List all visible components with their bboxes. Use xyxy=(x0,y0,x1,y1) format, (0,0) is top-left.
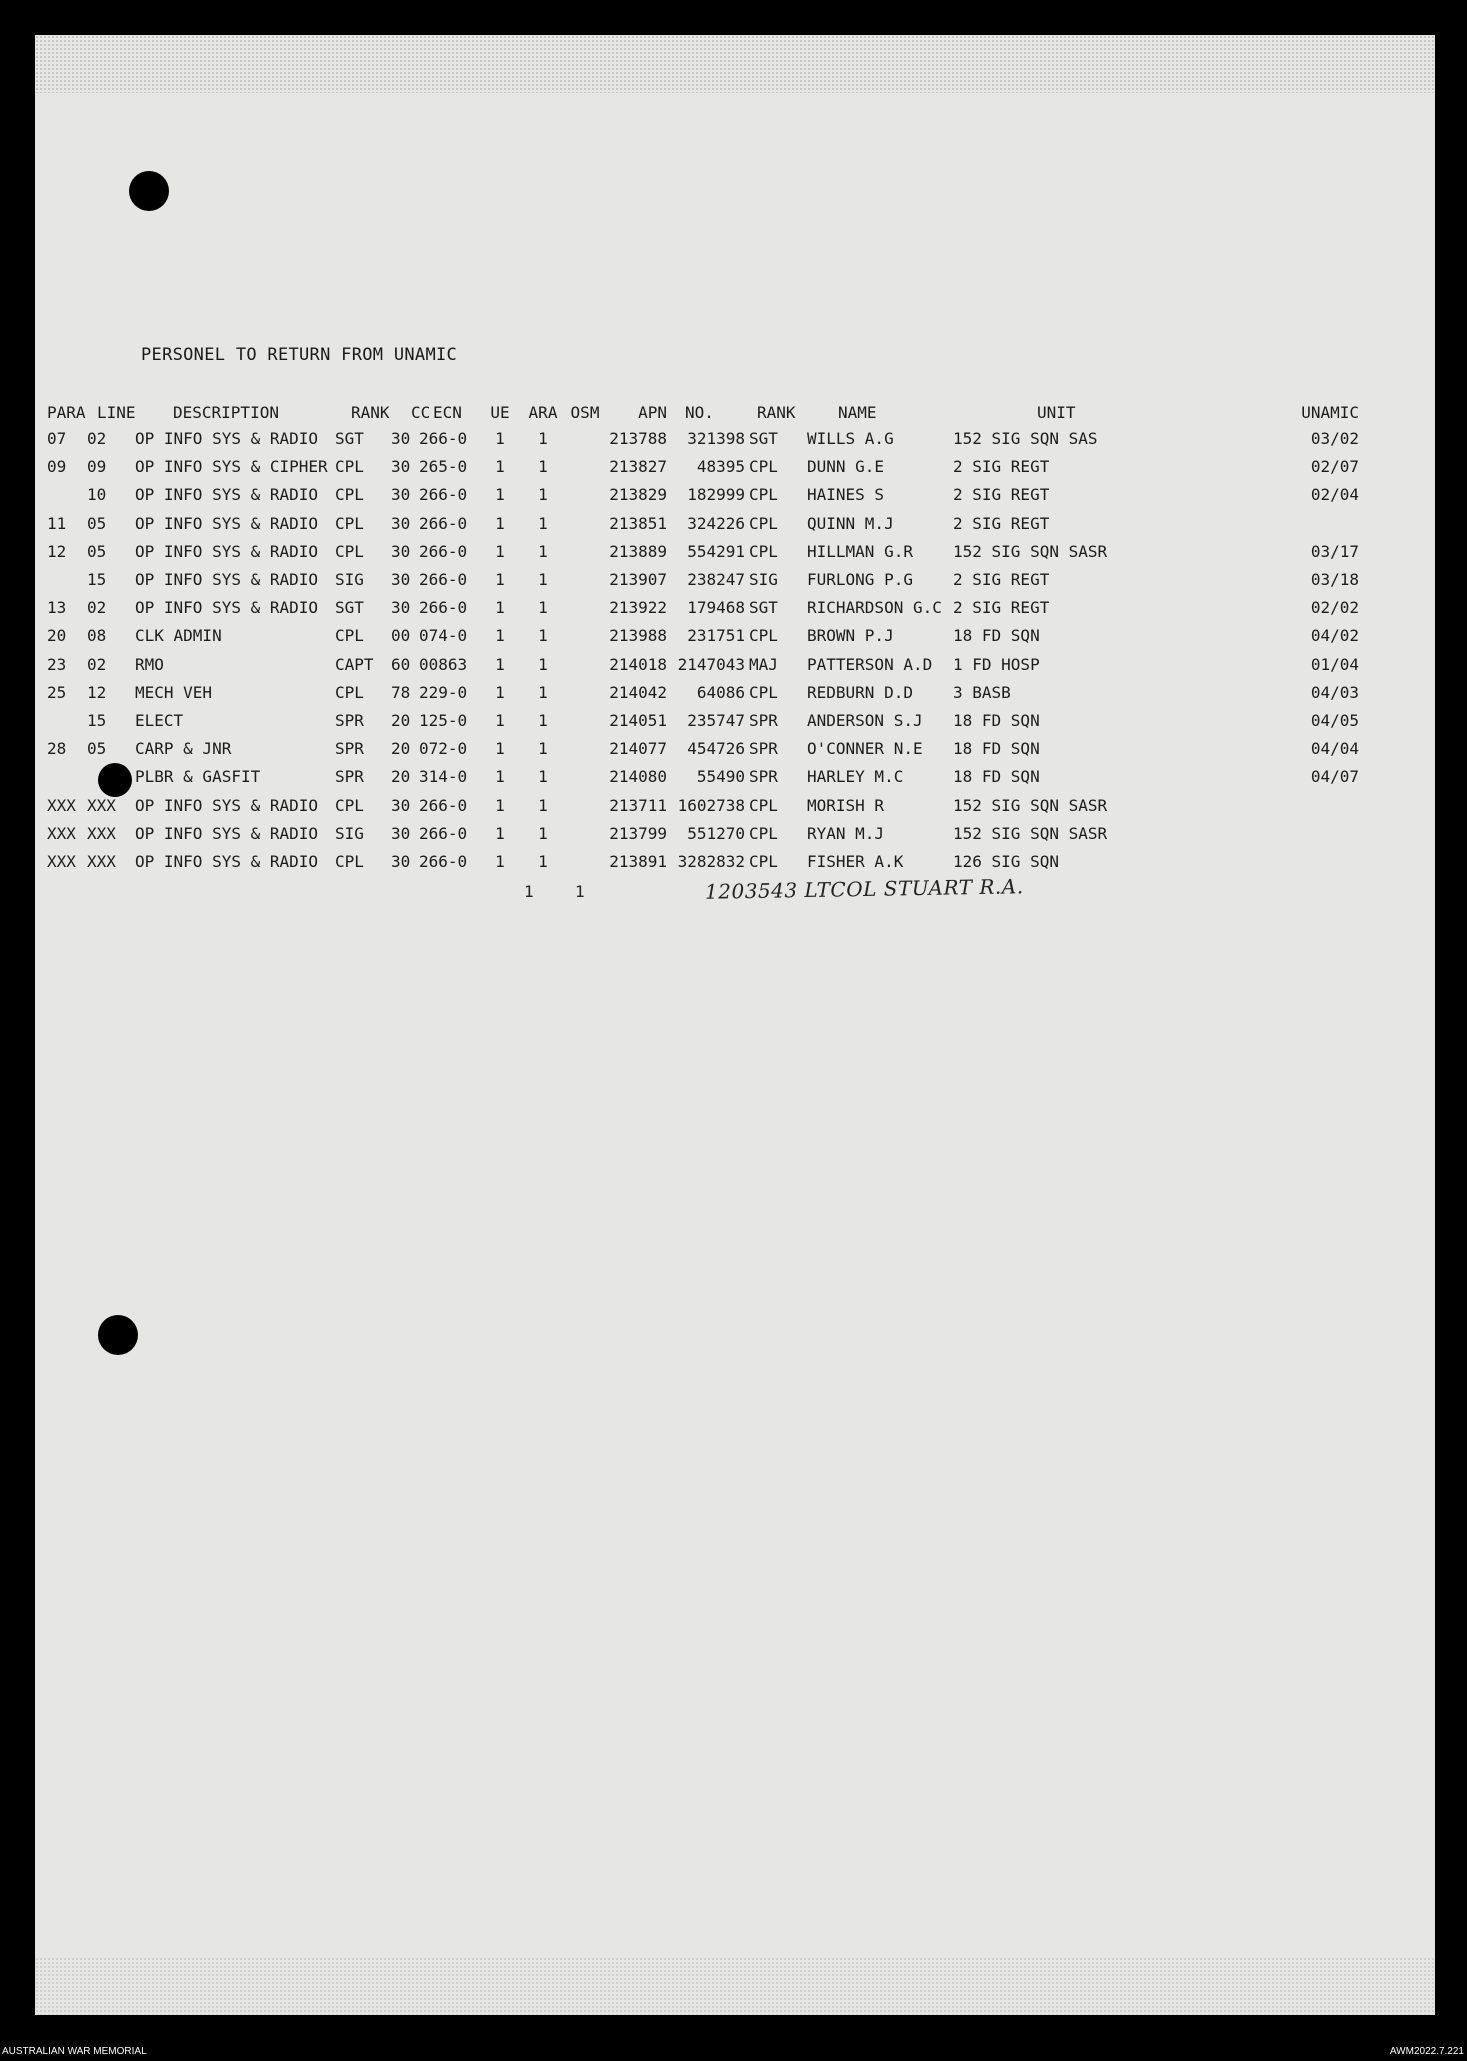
cell-line: XXX xyxy=(87,795,116,815)
cell-para: 25 xyxy=(47,682,67,702)
cell-unit: 1 FD HOSP xyxy=(953,654,1040,674)
cell-rank: CPL xyxy=(335,541,364,561)
cell-ara: 1 xyxy=(538,541,548,561)
cell-ue: 1 xyxy=(495,541,505,561)
cell-unit: 18 FD SQN xyxy=(953,711,1040,730)
cell-unamic: 04/02 xyxy=(1310,626,1359,646)
punch-hole-top xyxy=(129,171,169,211)
table-header xyxy=(35,402,1435,424)
cell-description: RMO xyxy=(135,654,164,674)
cell-ara: 1 xyxy=(538,654,548,674)
header-line: LINE xyxy=(97,403,136,422)
cell-ecn: 00863 xyxy=(419,654,468,674)
cell-cc: 30 xyxy=(391,852,411,871)
cell-rank: CAPT xyxy=(335,654,374,674)
cell-unit: 2 SIG REGT xyxy=(953,457,1050,477)
scan-bottom-band xyxy=(35,1957,1435,2015)
cell-ue: 1 xyxy=(495,513,505,533)
cell-rank2: CPL xyxy=(749,823,778,843)
cell-apn: 213851 xyxy=(609,513,667,533)
cell-cc: 30 xyxy=(391,429,411,448)
cell-unit: 2 SIG REGT xyxy=(953,598,1050,618)
cell-unamic: 04/07 xyxy=(1310,767,1359,787)
cell-ara: 1 xyxy=(538,513,548,533)
cell-rank2: MAJ xyxy=(749,654,778,674)
table-row xyxy=(35,654,1435,676)
cell-unamic: 01/04 xyxy=(1310,654,1359,674)
cell-name: FURLONG P.G xyxy=(807,570,913,589)
cell-no: 231751 xyxy=(687,626,745,646)
cell-rank2: SIG xyxy=(749,570,778,589)
cell-rank: SPR xyxy=(335,767,364,787)
cell-unit: 152 SIG SQN SASR xyxy=(953,823,1108,843)
cell-line: 02 xyxy=(87,429,107,448)
cell-unit: 152 SIG SQN SASR xyxy=(953,541,1108,561)
cell-description: OP INFO SYS & RADIO xyxy=(135,598,319,618)
cell-description: OP INFO SYS & CIPHER xyxy=(135,457,328,477)
cell-ara: 1 xyxy=(538,823,548,843)
cell-cc: 20 xyxy=(391,739,411,759)
cell-rank2: CPL xyxy=(749,457,778,477)
header-cc: CC xyxy=(411,403,431,422)
cell-ue: 1 xyxy=(495,485,505,505)
cell-ecn: 266-0 xyxy=(419,823,468,843)
cell-no: 2147043 xyxy=(677,654,745,674)
cell-name: DUNN G.E xyxy=(807,457,885,477)
cell-no: 64086 xyxy=(696,682,745,702)
header-no: NO. xyxy=(685,403,714,422)
cell-unamic: 03/17 xyxy=(1310,541,1359,561)
cell-ue: 1 xyxy=(495,682,505,702)
cell-unit: 18 FD SQN xyxy=(953,767,1040,787)
table-row xyxy=(35,851,1435,873)
cell-line: 12 xyxy=(87,682,107,702)
scan-top-band xyxy=(35,35,1435,93)
cell-para: 28 xyxy=(47,739,67,759)
cell-description: OP INFO SYS & RADIO xyxy=(135,513,319,533)
cell-line: 10 xyxy=(87,485,107,505)
cell-name: RICHARDSON G.C xyxy=(807,598,942,618)
cell-ara: 1 xyxy=(538,626,548,646)
cell-line: 05 xyxy=(87,513,107,533)
cell-ecn: 266-0 xyxy=(419,541,468,561)
cell-rank: SPR xyxy=(335,739,364,759)
cell-para: XXX xyxy=(47,852,76,871)
cell-apn: 214018 xyxy=(609,654,667,674)
cell-rank2: CPL xyxy=(749,682,778,702)
cell-line: 05 xyxy=(87,739,107,759)
cell-ara: 1 xyxy=(538,682,548,702)
cell-apn: 214080 xyxy=(609,767,667,787)
cell-cc: 30 xyxy=(391,541,411,561)
header-osm: OSM xyxy=(570,403,600,422)
cell-ara: 1 xyxy=(538,711,548,730)
cell-rank2: CPL xyxy=(749,626,778,646)
cell-no: 48395 xyxy=(696,457,745,477)
cell-ara: 1 xyxy=(538,739,548,759)
cell-no: 454726 xyxy=(687,739,745,759)
cell-name: HAINES S xyxy=(807,485,885,505)
cell-line: XXX xyxy=(87,823,116,843)
cell-ara: 1 xyxy=(538,429,548,448)
cell-rank: CPL xyxy=(335,682,364,702)
cell-rank2: CPL xyxy=(749,541,778,561)
cell-apn: 213799 xyxy=(609,823,667,843)
cell-apn: 214051 xyxy=(609,711,667,730)
cell-line: 02 xyxy=(87,654,107,674)
cell-no: 324226 xyxy=(687,513,745,533)
cell-rank: SGT xyxy=(335,429,364,448)
cell-description: OP INFO SYS & RADIO xyxy=(135,852,319,871)
table-row xyxy=(35,710,1435,732)
cell-unamic: 02/07 xyxy=(1310,457,1359,477)
cell-apn: 213907 xyxy=(609,570,667,589)
cell-name: REDBURN D.D xyxy=(807,682,913,702)
cell-name: RYAN M.J xyxy=(807,823,885,843)
cell-apn: 213988 xyxy=(609,626,667,646)
cell-line: 08 xyxy=(87,626,107,646)
cell-unit: 2 SIG REGT xyxy=(953,485,1050,505)
cell-description: PLBR & GASFIT xyxy=(135,767,261,787)
cell-unamic: 04/04 xyxy=(1310,739,1359,759)
cell-cc: 30 xyxy=(391,570,411,589)
cell-line: 02 xyxy=(87,598,107,618)
cell-ue: 1 xyxy=(495,823,505,843)
cell-para: 09 xyxy=(47,457,67,477)
handwritten-ue-mark: 1 xyxy=(524,882,534,901)
cell-apn: 213827 xyxy=(609,457,667,477)
cell-ara: 1 xyxy=(538,457,548,477)
punch-hole-bottom xyxy=(98,1315,138,1355)
cell-rank: SIG xyxy=(335,823,364,843)
cell-cc: 30 xyxy=(391,823,411,843)
header-description: DESCRIPTION xyxy=(173,403,279,422)
header-para: PARA xyxy=(47,403,86,422)
footer-left: AUSTRALIAN WAR MEMORIAL xyxy=(2,2046,147,2057)
cell-ecn: 266-0 xyxy=(419,485,468,505)
table-row xyxy=(35,823,1435,845)
cell-para: 12 xyxy=(47,541,67,561)
cell-no: 182999 xyxy=(687,485,745,505)
cell-ecn: 074-0 xyxy=(419,626,468,646)
cell-unamic: 04/05 xyxy=(1310,711,1359,730)
cell-ara: 1 xyxy=(538,485,548,505)
cell-unit: 18 FD SQN xyxy=(953,626,1040,646)
cell-no: 179468 xyxy=(687,598,745,618)
cell-ue: 1 xyxy=(495,711,505,730)
table-row xyxy=(35,513,1435,535)
cell-name: WILLS A.G xyxy=(807,429,894,448)
cell-para: XXX xyxy=(47,823,76,843)
cell-line: 05 xyxy=(87,541,107,561)
cell-para: 23 xyxy=(47,654,67,674)
cell-ue: 1 xyxy=(495,570,505,589)
handwritten-ara-mark: 1 xyxy=(575,882,585,901)
cell-apn: 213891 xyxy=(609,852,667,871)
cell-cc: 30 xyxy=(391,485,411,505)
cell-ecn: 266-0 xyxy=(419,795,468,815)
cell-ecn: 265-0 xyxy=(419,457,468,477)
cell-para: 13 xyxy=(47,598,67,618)
cell-ue: 1 xyxy=(495,598,505,618)
cell-cc: 00 xyxy=(391,626,411,646)
cell-rank: CPL xyxy=(335,457,364,477)
cell-description: OP INFO SYS & RADIO xyxy=(135,823,319,843)
page-title: PERSONEL TO RETURN FROM UNAMIC xyxy=(141,345,458,365)
header-ecn: ECN xyxy=(433,403,462,422)
cell-rank: CPL xyxy=(335,626,364,646)
cell-cc: 30 xyxy=(391,457,411,477)
cell-unit: 18 FD SQN xyxy=(953,739,1040,759)
cell-unit: 2 SIG REGT xyxy=(953,570,1050,589)
cell-unamic: 02/02 xyxy=(1310,598,1359,618)
cell-rank2: SPR xyxy=(749,767,778,787)
cell-ecn: 125-0 xyxy=(419,711,468,730)
cell-para: 07 xyxy=(47,429,67,448)
cell-ue: 1 xyxy=(495,739,505,759)
cell-ue: 1 xyxy=(495,429,505,448)
cell-ecn: 266-0 xyxy=(419,852,468,871)
footer-right: AWM2022.7.221 xyxy=(1389,2046,1464,2057)
cell-ue: 1 xyxy=(495,626,505,646)
cell-rank2: CPL xyxy=(749,795,778,815)
cell-rank2: SPR xyxy=(749,711,778,730)
cell-name: HILLMAN G.R xyxy=(807,541,913,561)
cell-description: CARP & JNR xyxy=(135,739,232,759)
cell-apn: 213829 xyxy=(609,485,667,505)
cell-ue: 1 xyxy=(495,457,505,477)
header-rank2: RANK xyxy=(757,403,796,422)
cell-rank2: SPR xyxy=(749,739,778,759)
cell-para: 11 xyxy=(47,513,67,533)
header-ue: UE xyxy=(490,403,510,422)
cell-no: 321398 xyxy=(687,429,745,448)
cell-name: ANDERSON S.J xyxy=(807,711,923,730)
cell-rank: SGT xyxy=(335,598,364,618)
cell-description: OP INFO SYS & RADIO xyxy=(135,485,319,505)
cell-name: MORISH R xyxy=(807,795,885,815)
table-row xyxy=(35,766,1435,788)
cell-description: OP INFO SYS & RADIO xyxy=(135,429,319,448)
cell-ecn: 266-0 xyxy=(419,513,468,533)
document-page xyxy=(35,35,1435,2015)
cell-description: CLK ADMIN xyxy=(135,626,222,646)
cell-unit: 3 BASB xyxy=(953,682,1011,702)
cell-rank: CPL xyxy=(335,513,364,533)
cell-ecn: 266-0 xyxy=(419,598,468,618)
cell-rank: CPL xyxy=(335,485,364,505)
cell-unamic: 03/02 xyxy=(1310,429,1359,448)
cell-no: 554291 xyxy=(687,541,745,561)
cell-cc: 20 xyxy=(391,711,411,730)
cell-para: XXX xyxy=(47,795,76,815)
cell-no: 55490 xyxy=(696,767,745,787)
header-unit: UNIT xyxy=(1037,403,1076,422)
table-row xyxy=(35,541,1435,563)
cell-name: PATTERSON A.D xyxy=(807,654,933,674)
cell-name: BROWN P.J xyxy=(807,626,894,646)
cell-cc: 60 xyxy=(391,654,411,674)
table-row xyxy=(35,795,1435,817)
cell-description: OP INFO SYS & RADIO xyxy=(135,570,319,589)
cell-no: 551270 xyxy=(687,823,745,843)
cell-name: FISHER A.K xyxy=(807,852,904,871)
table-row xyxy=(35,428,1435,450)
header-ara: ARA xyxy=(528,403,558,422)
table-row xyxy=(35,484,1435,506)
table-row xyxy=(35,682,1435,704)
cell-unamic: 02/04 xyxy=(1310,485,1359,505)
header-unamic: UNAMIC xyxy=(1301,403,1359,422)
cell-ue: 1 xyxy=(495,795,505,815)
cell-description: OP INFO SYS & RADIO xyxy=(135,795,319,815)
cell-unamic: 04/03 xyxy=(1310,682,1359,702)
table-row xyxy=(35,625,1435,647)
cell-rank: CPL xyxy=(335,852,364,871)
cell-ara: 1 xyxy=(538,598,548,618)
cell-rank: SPR xyxy=(335,711,364,730)
cell-cc: 30 xyxy=(391,598,411,618)
cell-ecn: 266-0 xyxy=(419,570,468,589)
header-apn: APN xyxy=(638,403,667,422)
cell-unit: 126 SIG SQN xyxy=(953,852,1059,871)
cell-apn: 214042 xyxy=(609,682,667,702)
cell-rank2: CPL xyxy=(749,485,778,505)
header-rank: RANK xyxy=(351,403,390,422)
cell-line: 15 xyxy=(87,711,107,730)
table-row xyxy=(35,569,1435,591)
cell-description: ELECT xyxy=(135,711,184,730)
cell-apn: 214077 xyxy=(609,739,667,759)
cell-name: O'CONNER N.E xyxy=(807,739,923,759)
cell-cc: 20 xyxy=(391,767,411,787)
cell-apn: 213922 xyxy=(609,598,667,618)
cell-rank2: CPL xyxy=(749,513,778,533)
cell-apn: 213788 xyxy=(609,429,667,448)
cell-no: 3282832 xyxy=(677,852,745,871)
cell-unamic: 03/18 xyxy=(1310,570,1359,589)
cell-unit: 152 SIG SQN SASR xyxy=(953,795,1108,815)
cell-line: 15 xyxy=(87,570,107,589)
cell-ecn: 229-0 xyxy=(419,682,468,702)
cell-unit: 152 SIG SQN SAS xyxy=(953,429,1098,448)
cell-apn: 213711 xyxy=(609,795,667,815)
cell-ecn: 072-0 xyxy=(419,739,468,759)
cell-rank2: CPL xyxy=(749,852,778,871)
table-row xyxy=(35,738,1435,760)
cell-no: 235747 xyxy=(687,711,745,730)
cell-line: XXX xyxy=(87,852,116,871)
cell-apn: 213889 xyxy=(609,541,667,561)
cell-rank: CPL xyxy=(335,795,364,815)
cell-ue: 1 xyxy=(495,852,505,871)
cell-unit: 2 SIG REGT xyxy=(953,513,1050,533)
cell-ara: 1 xyxy=(538,795,548,815)
cell-rank2: SGT xyxy=(749,598,778,618)
cell-no: 238247 xyxy=(687,570,745,589)
cell-rank: SIG xyxy=(335,570,364,589)
cell-para: 20 xyxy=(47,626,67,646)
cell-description: OP INFO SYS & RADIO xyxy=(135,541,319,561)
cell-ue: 1 xyxy=(495,767,505,787)
table-row xyxy=(35,456,1435,478)
cell-rank2: SGT xyxy=(749,429,778,448)
cell-no: 1602738 xyxy=(677,795,745,815)
handwritten-entry: 1203543 LTCOL STUART R.A. xyxy=(704,874,1024,904)
cell-name: HARLEY M.C xyxy=(807,767,904,787)
cell-ara: 1 xyxy=(538,852,548,871)
cell-cc: 30 xyxy=(391,513,411,533)
cell-ue: 1 xyxy=(495,654,505,674)
cell-line: 09 xyxy=(87,457,107,477)
cell-name: QUINN M.J xyxy=(807,513,894,533)
cell-cc: 30 xyxy=(391,795,411,815)
cell-cc: 78 xyxy=(391,682,411,702)
cell-ecn: 314-0 xyxy=(419,767,468,787)
table-row xyxy=(35,597,1435,619)
cell-ecn: 266-0 xyxy=(419,429,468,448)
cell-description: MECH VEH xyxy=(135,682,213,702)
header-name: NAME xyxy=(838,403,877,422)
cell-ara: 1 xyxy=(538,767,548,787)
cell-ara: 1 xyxy=(538,570,548,589)
